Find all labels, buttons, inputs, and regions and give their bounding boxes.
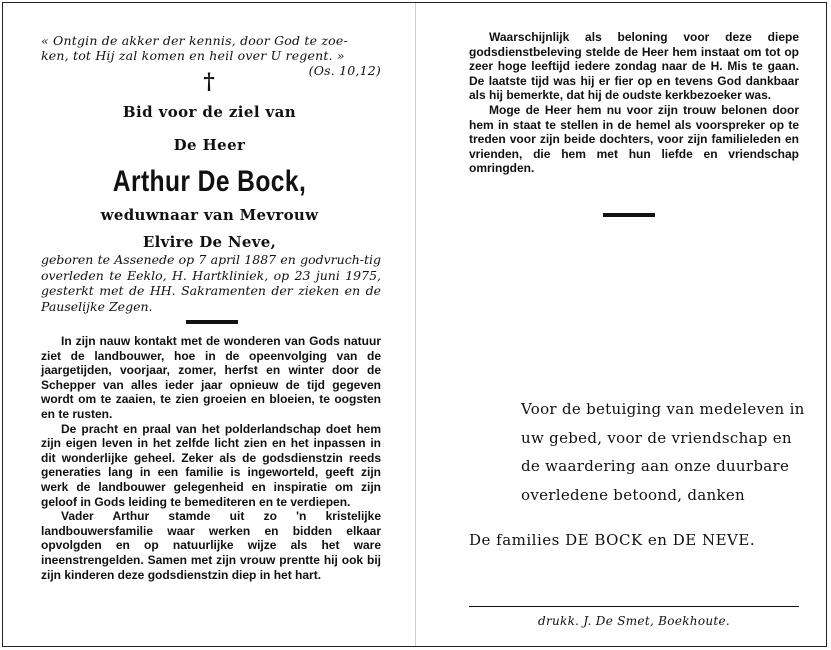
bio-paragraph: In zijn nauw kontakt met de wonderen van Gods natuur ziet de landbouwer, hoe in de opeenvolging van de jaargetijden, voorjaar, zomer, herfst en winter door de Schepper van alles ieder jaar opnieuw de tijd gegeven wordt om te zaaien, te zien groeien en bloeien, te oogsten en te rusten. [41, 334, 381, 421]
pray-line: Bid voor de ziel van [122, 103, 297, 121]
widower-line: weduwnaar van Mevrouw [100, 206, 319, 224]
quote-line-1: « Ontgin de akker der kennis, door God te zoe- [41, 33, 348, 48]
quote-reference: (Os. 10,12) [308, 63, 381, 78]
separator-line [469, 606, 799, 607]
cross-icon: † [203, 69, 215, 95]
title-line: De Heer [173, 136, 246, 154]
deceased-name: Arthur De Bock, [112, 165, 307, 198]
divider-bar [186, 320, 238, 324]
birth-death-text: geboren te Assenede op 7 april 1887 en godvruch-tig overleden te Eeklo, H. Hartkliniek, op 23 juni 1975, gesterkt met de HH. Sakramenten der zieken en de Pauselijke Zegen. [41, 252, 381, 314]
spouse-name: Elvire De Neve, [142, 233, 277, 251]
divider-bar [603, 213, 655, 217]
biography-text [41, 334, 381, 582]
bio-paragraph: Vader Arthur stamde uit zo 'n kristelijke landbouwersfamilie waar werken en bidden elkaar opvolgden en op natuurlijke wijze als het ware ineenstrengelden. Samen met zijn vrouw prentte hij ook bij zijn kinderen deze godsdienstzin diep in het hart. [41, 509, 381, 582]
bio-paragraph: De pracht en praal van het polderlandschap doet hem zijn eigen leven in het zelfde licht zien en het inpassen in dit wonderlijke geheel. Zeker als de godsdienstzin reeds generaties lang in een familie is ingeworteld, geeft zijn werk de landbouwer gelegenheid en inspiratie om zijn geloof in Gods leiding te bemediteren en te verdiepen. [41, 421, 381, 509]
printer-credit: drukk. J. De Smet, Boekhoute. [537, 614, 731, 628]
closing-paragraph: Moge de Heer hem nu voor zijn trouw belonen door hem in staat te stellen in de hemel als voorspreker op te treden voor zijn beide dochters, voor zijn familieleden en vrienden, die hem met hun liefde en vriendschap omringden. [469, 102, 799, 176]
memorial-card [2, 2, 827, 647]
left-panel [3, 3, 416, 646]
right-panel [417, 3, 828, 646]
closing-text [469, 30, 799, 176]
families-signature: De families DE BOCK en DE NEVE. [469, 531, 756, 549]
quote-line-2: ken, tot Hij zal komen en heil over U regent. » [41, 48, 345, 63]
closing-paragraph: Waarschijnlijk als beloning voor deze diepe godsdienstbeleving stelde de Heer hem instaat om tot op zeer hoge leeftijd iedere zondag naar de H. Mis te gaan. De laatste tijd was hij er fier op en tevens God dankbaar als hij bemerkte, dat hij de oudste kerkbezoeker was. [469, 30, 799, 103]
thanks-text: Voor de betuiging van medeleven in uw gebed, voor de vriendschap en de waardering aan onze duurbare overledene betoond, danken [521, 400, 805, 504]
